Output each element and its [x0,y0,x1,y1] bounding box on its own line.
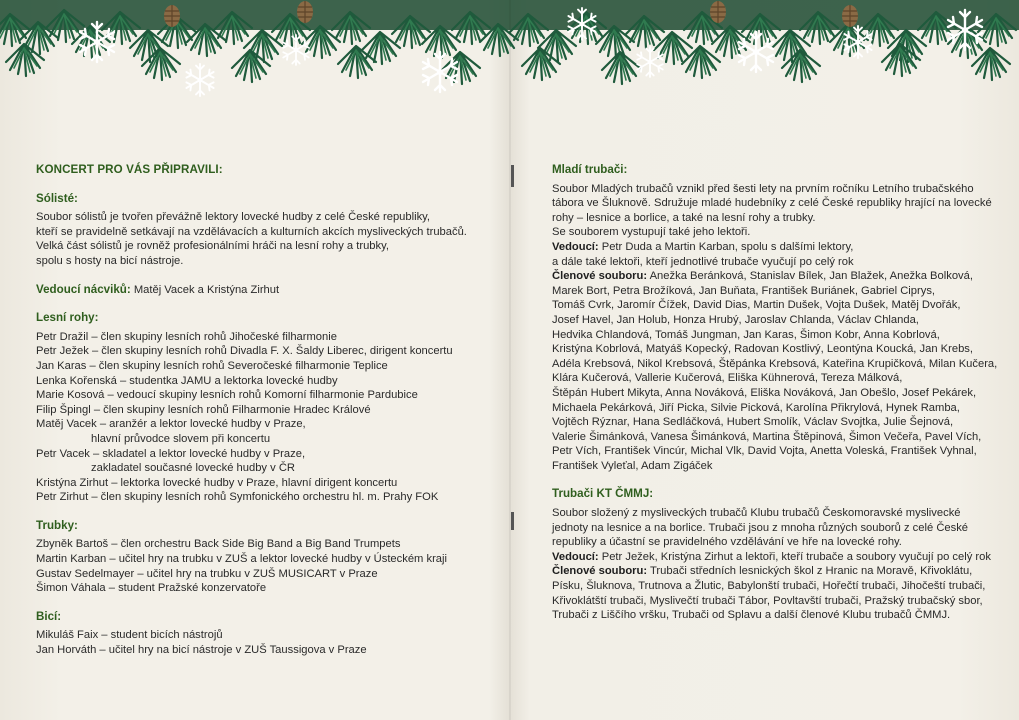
text-line: Velká část sólistů je rovněž profesionálními hráči na lesní rohy a trubky, [36,240,389,253]
leaders-names: Matěj Vacek a Kristýna Zirhut [130,283,280,296]
leaders-names: Petr Duda a Martin Karban, spolu s dalšími lektory, [598,240,854,253]
text-line: Soubor sólistů je tvořen převážně lektory lovecké hudby z celé České republiky, [36,211,431,224]
left-page [36,163,486,658]
text-line: Soubor Mladých trubačů vznikl před šesti lety na prvním ročníku Letního trubačského [552,182,974,195]
performer-line: zakladatel současné lovecké hudby v ČR [91,462,295,475]
members-line: Marek Bort, Petra Brožíková, Jan Buňata, František Buriánek, Gabriel Ciprys, [552,284,936,297]
leaders-line [36,283,486,298]
members-line: Křivoklátští trubači, Myslivečtí trubači Tábor, Povltavští trubači, Pražský trubačský sbor, [552,594,983,607]
section-heading: Trubky: [36,518,78,532]
drums-section [36,610,486,658]
section-heading: Bicí: [36,609,62,623]
members-line: Klára Kučerová, Vallerie Kučerová, Eliška Kühnerová, Tereza Málková, [552,372,903,385]
members-label: Členové souboru: [552,565,648,578]
members-label: Členové souboru: [552,270,648,283]
leaders-names: Petr Ježek, Kristýna Zirhut a lektoři, kteří trubače a soubory vyučují po celý rok [598,550,991,563]
members-line: Vojtěch Rýznar, Hana Sedláčková, Hubert Smolík, Václav Svojtka, Julie Šejnová, [552,416,954,429]
performer-line: Marie Kosová – vedoucí skupiny lesních rohů Komorní filharmonie Pardubice [36,389,418,402]
text-line: jednoty na lesnice a na borlice. Trubači jsou z mnoha různých souborů z celé České [552,521,969,534]
right-page [552,163,998,623]
leaders-label: Vedoucí: [552,240,599,253]
text-line: a dále také lektoři, kteří jednotlivé trubače vyučují po celý rok [552,255,854,268]
leaders-line [552,550,991,565]
members-line: Trubači z Liščího vršku, Trubači od Splavu a další členové Klubu trubačů ČMMJ. [552,609,951,622]
members-line [552,269,982,284]
members-line: Štěpán Hubert Mikyta, Anna Nováková, Eliška Nováková, Jan Obešlo, Josef Pekárek, [552,386,977,399]
soloists-section [36,192,486,269]
performer-line: Mikuláš Faix – student bicích nástrojů [36,629,223,642]
performer-line: Gustav Sedelmayer – učitel hry na trubku v ZUŠ MUSICART v Praze [36,567,378,580]
leaders-line [552,240,982,255]
performer-line: Martin Karban – učitel hry na trubku v ZUŠ a lektor lovecké hudby v Ústeckém kraji [36,553,447,566]
performer-line: hlavní průvodce slovem při koncertu [91,432,271,445]
young-trumpeters-section [552,163,998,473]
text-line: rohy – lesnice a borlice, a také na lesní rohy a trubky. [552,211,816,224]
performer-line: Zbyněk Bartoš – člen orchestru Back Side Big Band a Big Band Trumpets [36,538,401,551]
leaders-label: Vedoucí: [552,550,599,563]
performer-line: Petr Dražil – člen skupiny lesních rohů Jihočeské filharmonie [36,330,337,343]
section-heading: Sólisté: [36,191,78,205]
members-line: Kristýna Kobrlová, Matyáš Kopecký, Radovan Kostlivý, Leontýna Koucká, Jan Krebs, [552,343,973,356]
text-line: republiky a účastní se pravidelného vzdělávání ve hře na lovecké rohy. [552,536,902,549]
performer-line: Petr Vacek – skladatel a lektor lovecké hudby v Praze, [36,447,306,460]
members-line: Josef Havel, Jan Holub, Honza Hrubý, Jaroslav Chlanda, Václav Chlanda, [552,313,919,326]
members-line: Písku, Šluknova, Trutnova a Žlutic, Babylonští trubači, Hořečtí trubači, Jihočeští trubači, [552,580,986,593]
members-line: Hedvika Chlandová, Tomáš Jungman, Jan Karas, Šimon Kobr, Anna Kobrlová, [552,328,940,341]
binding-mark [511,165,514,187]
leaders-label: Vedoucí nácviků: [36,282,131,296]
performer-line: Lenka Kořenská – studentka JAMU a lektorka lovecké hudby [36,374,338,387]
members-line: Valerie Šimánková, Vanesa Šimánková, Martina Štěpinová, Šimon Večeřa, Pavel Vích, [552,430,982,443]
members-line: Michaela Pekárková, Jiří Picka, Silvie Picková, Karolína Přikrylová, Hynek Ramba, [552,401,960,414]
section-heading: Trubači KT ČMMJ: [552,487,654,501]
members-line: František Vyleťal, Adam Zigáček [552,459,713,472]
horns-section [36,311,486,505]
members-names: Trubači středních lesnických škol z Hranic na Moravě, Křivoklátu, [647,565,973,578]
members-line: Petr Vích, František Vincúr, Michal Vlk, David Vojta, Anetta Voleská, František Vyhnal, [552,445,977,458]
section-heading: Lesní rohy: [36,311,99,325]
page-fold [509,0,511,720]
performer-line: Petr Zirhut – člen skupiny lesních rohů Symfonického orchestru hl. m. Prahy FOK [36,491,439,504]
members-line: Tomáš Cvrk, Jaromír Čížek, David Dias, Martin Dušek, Vojta Dušek, Matěj Dvořák, [552,299,961,312]
members-line [552,564,982,579]
text-line: Se souborem vystupují také jeho lektoři. [552,226,751,239]
text-line: kteří se pravidelně setkávají na vzdělávacích a kulturních akcích mysliveckých trubačů. [36,225,467,238]
binding-mark [511,512,514,530]
performer-line: Matěj Vacek – aranžér a lektor lovecké hudby v Praze, [36,418,306,431]
performer-line: Filip Špingl – člen skupiny lesních rohů Filharmonie Hradec Králové [36,403,371,416]
leaders-section [36,283,486,298]
performer-line: Jan Karas – člen skupiny lesních rohů Severočeské filharmonie Teplice [36,359,388,372]
performer-line: Petr Ježek – člen skupiny lesních rohů Divadla F. X. Šaldy Liberec, dirigent koncertu [36,345,453,358]
text-line: Soubor složený z mysliveckých trubačů Klubu trubačů Českomoravské myslivecké [552,507,961,520]
members-line: Adéla Krebsová, Nikol Krebsová, Štěpánka Krebsová, Kateřina Krupičková, Milan Kučera, [552,357,998,370]
performer-line: Jan Horváth – učitel hry na bicí nástroje v ZUŠ Taussigova v Praze [36,644,367,657]
text-line: tábora ve Šluknově. Sdružuje mladé hudebníky z celé České republiky hrající na lovecké [552,197,992,210]
text-line: spolu s hosty na bicí nástroje. [36,254,184,267]
performer-line: Šimon Váhala – student Pražské konzervatoře [36,582,267,595]
trumpets-section [36,519,486,596]
page-title: KONCERT PRO VÁS PŘIPRAVILI: [36,163,223,176]
performer-line: Kristýna Zirhut – lektorka lovecké hudby v Praze, hlavní dirigent koncertu [36,476,398,489]
kt-cmmj-section [552,487,991,622]
members-names: Anežka Beránková, Stanislav Bílek, Jan Blažek, Anežka Bolková, [647,270,973,283]
section-heading: Mladí trubači: [552,163,628,176]
